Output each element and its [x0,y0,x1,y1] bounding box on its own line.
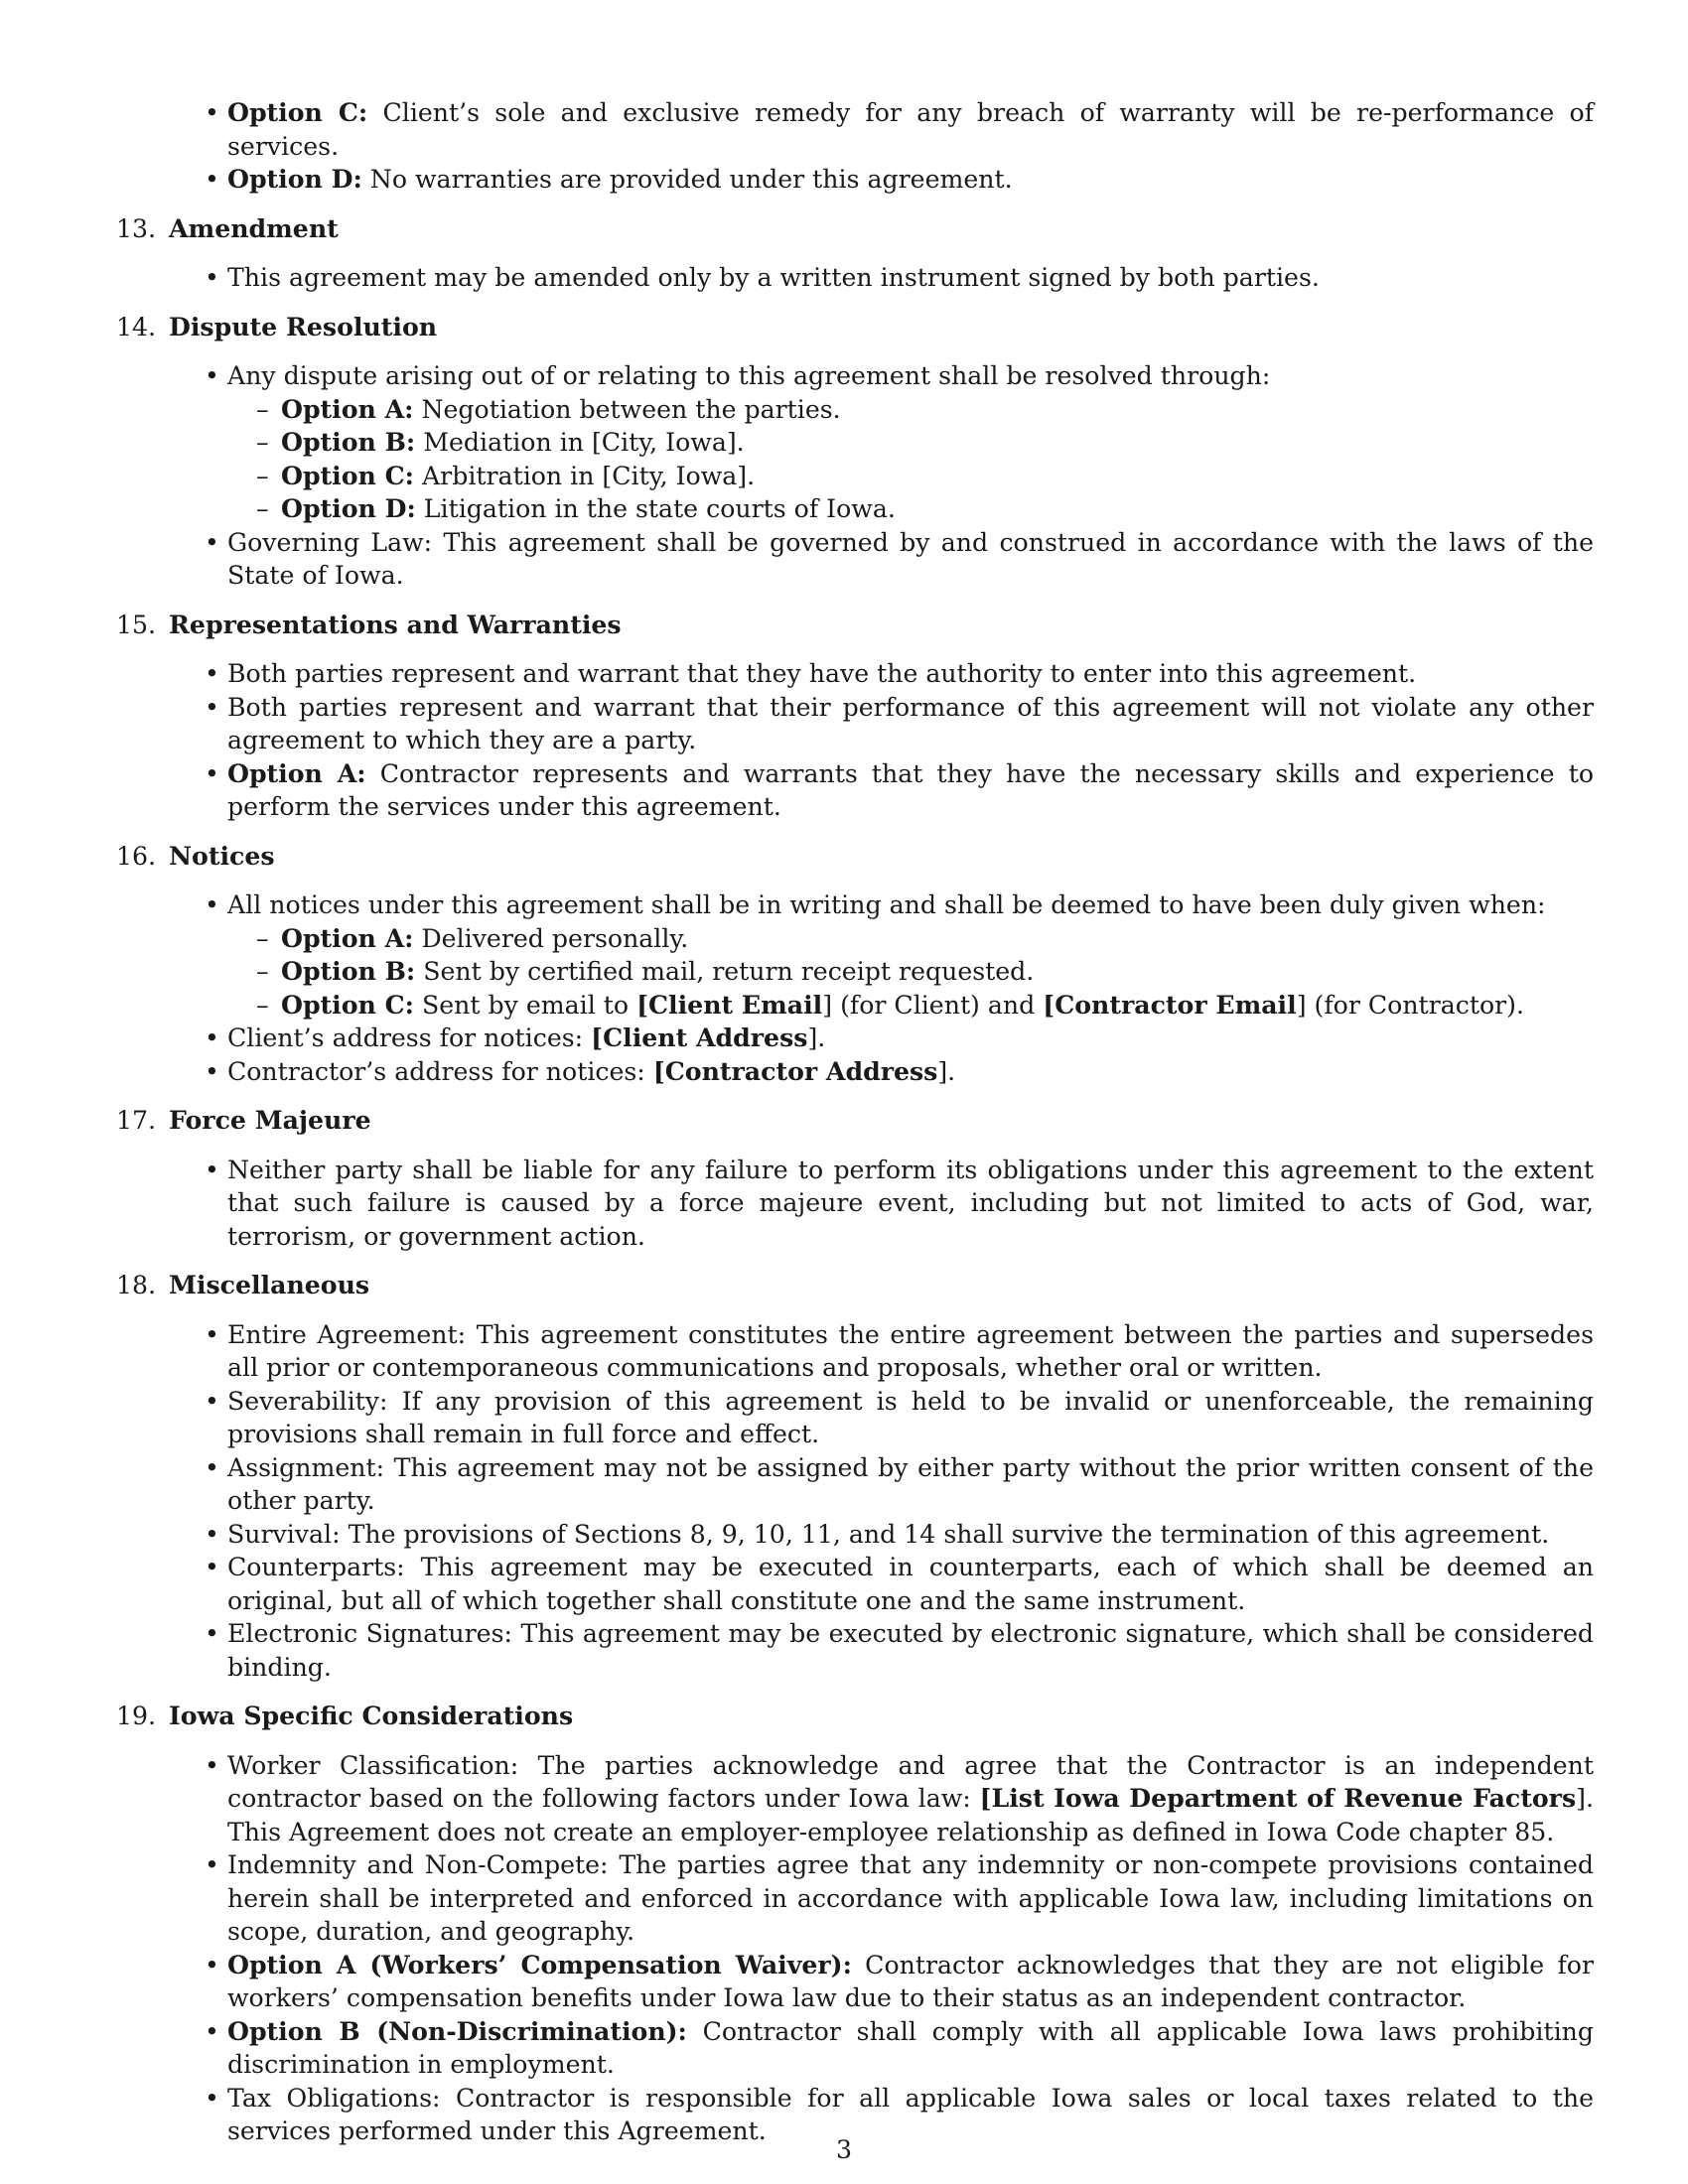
list-item [116,1055,1594,1089]
sub-list-item [227,922,1594,956]
section-title: Dispute Resolution [169,311,438,341]
section-representations [116,609,1594,824]
option-label: Option A: [281,922,414,953]
section-title: Notices [169,840,275,871]
list-item: • Both parties represent and warrant that they have the authority to enter into this agreement. [116,657,1594,691]
section-force-majeure [116,1104,1594,1253]
option-label: Option B: [281,956,416,986]
section-heading [116,1700,1594,1733]
list-item: • Counterparts: This agreement may be executed in counterparts, each of which shall be deemed an original, but all of which together shall constitute one and the same instrument. [116,1551,1594,1617]
section-list [116,657,1594,824]
option-label: Option D: [227,164,362,194]
option-label: Option B (Non-Discrimination): [227,2015,687,2046]
section-number: 17. [116,1106,157,1135]
sub-list [227,393,1594,526]
list-item-text: Any dispute arising out of or relating to this agreement shall be resolved through: [227,361,1271,390]
list-item: • Survival: The provisions of Sections 8, 9, 10, 11, and 14 shall survive the termination of this agreement. [116,1518,1594,1552]
option-text: Contractor shall comply with all applicable Iowa laws prohibiting discrimination in employment. [227,2016,1594,2079]
option-label: Option C: [281,460,414,490]
placeholder-field: Client Address [603,1023,808,1052]
list-item: • Both parties represent and warrant that their performance of this agreement will not violate any other agreement to which they are a party. [116,691,1594,757]
section-list [116,359,1594,593]
option-label: Option C: [281,989,414,1020]
section-list [116,1749,1594,2148]
section-list [116,261,1594,295]
section-number: 18. [116,1271,157,1299]
option-label: Option A: [281,393,414,424]
option-text: Sent by certified mail, return receipt requested. [415,957,1035,986]
placeholder-field: Client Email [648,989,823,1020]
list-item-text: ]. [807,1024,826,1052]
section-heading [116,311,1594,344]
section-dispute-resolution [116,311,1594,593]
list-item-text: Client’s address for notices: [227,1024,592,1052]
placeholder-field: Contractor Email [1055,989,1297,1020]
section-number: 14. [116,312,157,341]
list-item [116,163,1594,197]
section-number: 13. [116,213,157,243]
section-title: Iowa Specific Considerations [169,1701,574,1730]
list-item [116,757,1594,824]
list-item [116,2015,1594,2082]
section-title: Force Majeure [169,1105,371,1135]
list-item [116,888,1594,1022]
sub-list [227,922,1594,1023]
option-text: ] (for Contractor). [1296,990,1524,1020]
sub-list-item [227,955,1594,989]
list-item: • Indemnity and Non-Compete: The parties agree that any indemnity or non-compete provisions contained herein shall be interpreted and enforced in accordance with applicable Iowa law, including limitations on scope, duration, and geography. [116,1848,1594,1949]
option-label: Option A: [227,757,366,788]
section-title: Miscellaneous [169,1270,370,1299]
placeholder-field: Contractor Address [664,1055,938,1086]
list-item-text: Worker Classification: The parties acknowledge and agree that the Contractor is an independent contractor based on the following factors under Iowa law: [227,1750,1594,1813]
section-heading [116,212,1594,246]
list-item-text: ]. This Agreement does not create an employer-employee relationship as defined in Iowa Code chapter 85. [227,1784,1594,1846]
placeholder-field: List Iowa Department of Revenue Factors [991,1783,1577,1813]
list-item: • Electronic Signatures: This agreement may be executed by electronic signature, which shall be considered binding. [116,1617,1594,1684]
option-text: Negotiation between the parties. [413,394,841,424]
section-number: 19. [116,1702,157,1730]
list-item [116,1749,1594,1849]
document-body [116,96,1594,2164]
option-label: Option D: [281,493,416,523]
list-item: • Entire Agreement: This agreement constitutes the entire agreement between the parties and supersedes all prior or contemporaneous communications and proposals, whether oral or written. [116,1318,1594,1385]
sub-list-item [227,460,1594,493]
list-item-text: ]. [937,1056,956,1086]
list-item: • Governing Law: This agreement shall be governed by and construed in accordance with the laws of the State of Iowa. [116,526,1594,593]
sub-list-item [227,393,1594,427]
list-item-text: All notices under this agreement shall be in writing and shall be deemed to have been duly given when: [227,890,1546,919]
option-text: ] (for Client) and [822,990,1044,1020]
bracket: [ [979,1783,992,1813]
sub-list-item [227,492,1594,526]
continued-list [116,96,1594,197]
section-list [116,1154,1594,1254]
bracket: [ [1043,989,1055,1020]
section-title: Representations and Warranties [169,609,622,639]
list-item: • Assignment: This agreement may not be assigned by either party without the prior written consent of the other party. [116,1451,1594,1518]
option-label: Option B: [281,427,416,457]
section-heading [116,840,1594,874]
option-text: No warranties are provided under this agreement. [361,165,1013,194]
section-amendment [116,212,1594,295]
section-miscellaneous [116,1269,1594,1684]
option-text: Mediation in [City, Iowa]. [415,428,745,457]
option-text: Client’s sole and exclusive remedy for any breach of warranty will be re-performance of services. [227,98,1595,161]
section-iowa-considerations [116,1700,1594,2148]
option-label: Option A (Workers’ Compensation Waiver): [227,1949,852,1979]
sub-list-item [227,426,1594,460]
option-label: Option C: [227,97,368,127]
section-heading [116,1269,1594,1302]
section-list [116,1318,1594,1685]
list-item: • Tax Obligations: Contractor is responsible for all applicable Iowa sales or local taxes related to the services performed under this Agreement. [116,2082,1594,2148]
section-title: Amendment [169,212,339,243]
list-item: • Neither party shall be liable for any failure to perform its obligations under this agreement to the extent that such failure is caused by a force majeure event, including but not limited to acts of God, war, terrorism, or government action. [116,1154,1594,1254]
section-heading [116,1104,1594,1138]
sub-list-item [227,989,1594,1023]
list-item: • This agreement may be amended only by a written instrument signed by both parties. [116,261,1594,295]
bracket: [ [652,1055,665,1086]
option-text: Litigation in the state courts of Iowa. [415,494,896,523]
option-text: Sent by email to [413,990,637,1020]
option-text: Contractor acknowledges that they are not eligible for workers’ compensation benefits under Iowa law due to their status as an independent contractor. [227,1950,1594,2012]
list-item [116,1949,1594,2015]
list-item [116,359,1594,526]
section-list [116,888,1594,1088]
option-text: Delivered personally. [413,923,689,953]
list-item-text: Contractor’s address for notices: [227,1056,653,1086]
section-notices [116,840,1594,1089]
list-item [116,96,1594,163]
list-item [116,1022,1594,1055]
option-text: Contractor represents and warrants that they have the necessary skills and experience to perform the services under this agreement. [227,758,1594,821]
page-number: 3 [835,2135,853,2164]
section-number: 15. [116,610,157,639]
section-number: 16. [116,841,157,871]
list-item: • Severability: If any provision of this agreement is held to be invalid or unenforceable, the remaining provisions shall remain in full force and effect. [116,1385,1594,1451]
section-heading [116,609,1594,642]
option-text: Arbitration in [City, Iowa]. [413,461,756,490]
bracket: [ [636,989,648,1020]
bracket: [ [591,1023,604,1052]
